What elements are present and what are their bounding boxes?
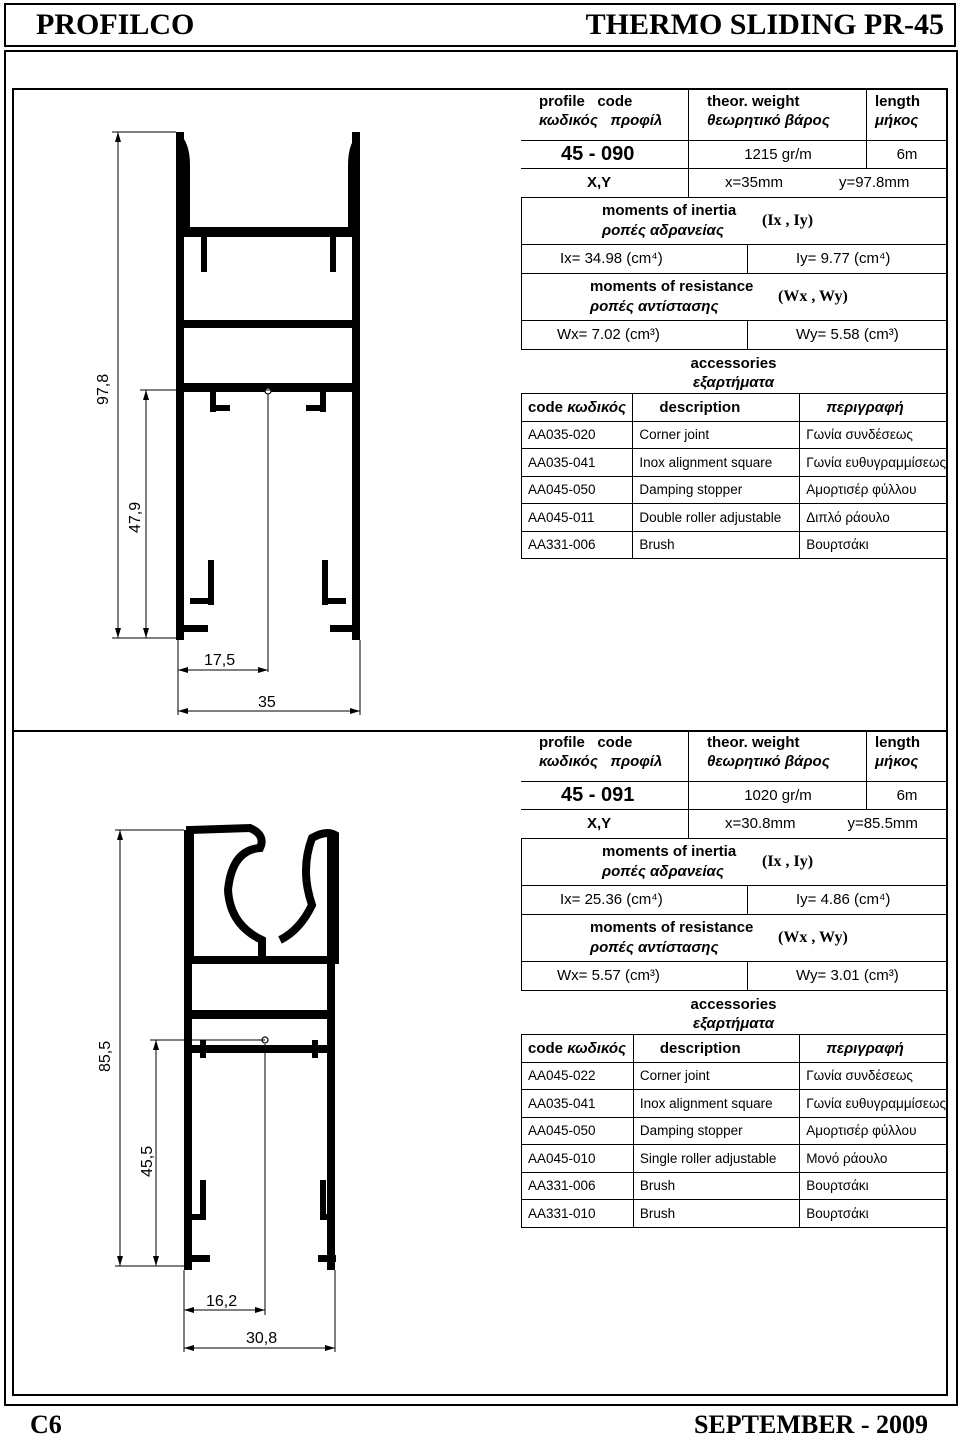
acc-code: AA045-050 — [522, 1117, 634, 1145]
x-value: x=30.8mm — [725, 815, 796, 832]
ix-value: Ix= 25.36 (cm⁴) — [560, 891, 663, 908]
acc-desc: Double roller adjustable — [633, 504, 800, 532]
xy-label: X,Y — [587, 174, 612, 191]
accessories-title — [521, 990, 946, 1035]
dim-half-width-2: 16,2 — [206, 1293, 238, 1310]
inertia-row — [521, 838, 947, 886]
weight-label: theor. weight — [707, 93, 800, 110]
acc-desc-gr: Γωνία ευθυγραμμίσεως — [800, 1090, 946, 1118]
acc-code: AA045-050 — [522, 476, 633, 504]
xy-row — [521, 168, 946, 198]
accessories-label-gr: εξαρτήματα — [692, 1015, 775, 1032]
dim-inner-height-2: 45,5 — [139, 1145, 156, 1177]
acc-desc-gr: Βουρτσάκι — [800, 531, 946, 559]
acc-desc: Brush — [633, 1172, 799, 1200]
y-value: y=85.5mm — [847, 815, 918, 832]
dim-width-2: 30,8 — [246, 1330, 278, 1347]
col-code: code — [528, 398, 564, 416]
accessories-label: accessories — [690, 996, 777, 1013]
accessories-title — [521, 349, 946, 394]
inertia-label: moments of inertia — [602, 202, 737, 219]
resistance-label-gr: ροπές αντίστασης — [590, 298, 719, 315]
wy-value: Wy= 5.58 (cm³) — [747, 320, 947, 349]
acc-desc-gr: Μονό ράουλο — [800, 1145, 946, 1173]
inertia-symbol: (Ix , Iy) — [762, 211, 814, 229]
acc-desc: Damping stopper — [633, 1117, 799, 1145]
wx-value: Wx= 5.57 (cm³) — [557, 967, 660, 984]
length-label: length — [875, 734, 920, 751]
length-label: length — [875, 93, 920, 110]
profile-code-label-gr: κωδικός προφίλ — [539, 753, 663, 770]
profile-code-label-gr: κωδικός προφίλ — [539, 112, 663, 129]
ix-value: Ix= 34.98 (cm⁴) — [560, 250, 663, 267]
acc-code: AA045-010 — [522, 1145, 634, 1173]
resistance-row — [521, 273, 947, 321]
col-code-gr: κωδικός — [567, 1039, 627, 1057]
acc-desc: Brush — [633, 1200, 799, 1228]
acc-code: AA035-041 — [522, 1090, 634, 1118]
length-label-gr: μήκος — [875, 112, 919, 129]
profile-code: 45 - 090 — [561, 142, 635, 165]
resistance-label: moments of resistance — [590, 278, 754, 295]
acc-desc: Damping stopper — [633, 476, 800, 504]
table-row — [522, 531, 947, 559]
acc-desc: Corner joint — [633, 421, 800, 449]
inertia-values-row — [521, 244, 947, 274]
table-row — [522, 1172, 947, 1200]
profile-45-091-drawing — [184, 828, 336, 1270]
table-row — [522, 1090, 947, 1118]
profile-45-090-drawing — [176, 130, 362, 640]
acc-code: AA035-041 — [522, 449, 633, 477]
brand-title: PROFILCO — [36, 8, 195, 41]
wx-value: Wx= 7.02 (cm³) — [557, 326, 660, 343]
accessories-table-2 — [521, 1034, 946, 1228]
acc-desc-gr: Γωνία ευθυγραμμίσεως — [800, 449, 946, 477]
col-description: description — [633, 394, 800, 422]
acc-desc-gr: Γωνία συνδέσεως — [800, 421, 946, 449]
code-row — [521, 140, 946, 169]
profile-length: 6m — [866, 781, 947, 809]
inertia-label: moments of inertia — [602, 843, 737, 860]
accessories-label-gr: εξαρτήματα — [692, 374, 775, 391]
profile-code-label: profile code — [539, 93, 633, 110]
inertia-symbol: (Ix , Iy) — [762, 852, 814, 870]
col-description-gr: περιγραφή — [800, 394, 946, 422]
weight-label-gr: θεωρητικό βάρος — [707, 112, 830, 129]
profile-weight: 1215 gr/m — [688, 140, 867, 168]
acc-desc-gr: Βουρτσάκι — [800, 1200, 946, 1228]
col-code: code — [528, 1039, 564, 1057]
resistance-values-row — [521, 320, 947, 350]
acc-desc: Brush — [633, 531, 800, 559]
acc-code: AA045-011 — [522, 504, 633, 532]
page-number: C6 — [30, 1410, 62, 1439]
acc-code: AA331-006 — [522, 1172, 634, 1200]
dim-width-1: 35 — [258, 694, 276, 711]
accessories-header — [522, 1035, 947, 1063]
resistance-symbol: (Wx , Wy) — [778, 287, 848, 305]
code-row — [521, 781, 946, 810]
acc-desc: Inox alignment square — [633, 449, 800, 477]
acc-desc: Inox alignment square — [633, 1090, 799, 1118]
table-row — [522, 1200, 947, 1228]
profile-code-label: profile code — [539, 734, 633, 751]
resistance-row — [521, 914, 947, 962]
acc-desc: Single roller adjustable — [633, 1145, 799, 1173]
acc-code: AA045-022 — [522, 1062, 634, 1090]
acc-code: AA331-006 — [522, 531, 633, 559]
table-row — [522, 1117, 947, 1145]
dim-height-1: 97,8 — [95, 373, 112, 405]
table-row — [522, 449, 947, 477]
weight-label-gr: θεωρητικό βάρος — [707, 753, 830, 770]
footer-date: SEPTEMBER - 2009 — [693, 1410, 928, 1439]
acc-desc-gr: Διπλό ράουλο — [800, 504, 946, 532]
weight-label: theor. weight — [707, 734, 800, 751]
resistance-label: moments of resistance — [590, 919, 754, 936]
acc-desc-gr: Γωνία συνδέσεως — [800, 1062, 946, 1090]
resistance-values-row — [521, 961, 947, 991]
table-row — [522, 504, 947, 532]
table-row — [522, 1145, 947, 1173]
table-row — [522, 1062, 947, 1090]
table-row — [522, 421, 947, 449]
accessories-header — [522, 394, 947, 422]
inertia-row — [521, 197, 947, 245]
xy-row — [521, 809, 946, 839]
acc-desc-gr: Αμορτισέρ φύλλου — [800, 1117, 946, 1145]
profile-length: 6m — [866, 140, 947, 168]
iy-value: Iy= 4.86 (cm⁴) — [747, 885, 947, 914]
acc-code: AA331-010 — [522, 1200, 634, 1228]
header-row — [521, 90, 946, 141]
xy-label: X,Y — [587, 815, 612, 832]
table-row — [522, 476, 947, 504]
profile-code: 45 - 091 — [561, 783, 635, 806]
wy-value: Wy= 3.01 (cm³) — [747, 961, 947, 990]
dim-half-width-1: 17,5 — [204, 652, 236, 669]
inertia-values-row — [521, 885, 947, 915]
y-value: y=97.8mm — [838, 174, 910, 191]
acc-desc-gr: Αμορτισέρ φύλλου — [800, 476, 946, 504]
x-value: x=35mm — [725, 174, 783, 191]
inertia-label-gr: ροπές αδρανείας — [602, 863, 724, 880]
iy-value: Iy= 9.77 (cm⁴) — [747, 244, 947, 273]
resistance-symbol: (Wx , Wy) — [778, 928, 848, 946]
series-title: THERMO SLIDING PR-45 — [585, 8, 944, 41]
accessories-label: accessories — [690, 355, 777, 372]
length-label-gr: μήκος — [875, 753, 919, 770]
col-description-gr: περιγραφή — [800, 1035, 946, 1063]
dim-inner-height-1: 47,9 — [127, 501, 144, 533]
col-code-gr: κωδικός — [567, 398, 627, 416]
profile-weight: 1020 gr/m — [688, 781, 867, 809]
inertia-label-gr: ροπές αδρανείας — [602, 222, 724, 239]
acc-desc: Corner joint — [633, 1062, 799, 1090]
acc-desc-gr: Βουρτσάκι — [800, 1172, 946, 1200]
accessories-table-1 — [521, 393, 946, 559]
header-row — [521, 731, 946, 782]
resistance-label-gr: ροπές αντίστασης — [590, 939, 719, 956]
dim-height-2: 85,5 — [97, 1040, 114, 1072]
acc-code: AA035-020 — [522, 421, 633, 449]
col-description: description — [633, 1035, 799, 1063]
